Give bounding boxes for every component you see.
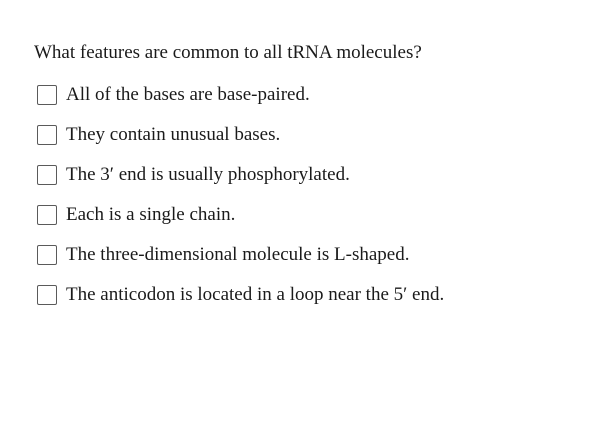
answer-option-label[interactable]: They contain unusual bases. [66,124,281,145]
answer-options-list [37,83,444,323]
answer-option[interactable] [37,83,444,107]
answer-option[interactable] [37,203,444,227]
answer-option-label[interactable]: Each is a single chain. [66,204,236,225]
answer-option-label[interactable]: The 3′ end is usually phosphorylated. [66,164,350,185]
answer-option-label[interactable]: All of the bases are base-paired. [66,84,310,105]
answer-checkbox[interactable] [37,125,57,145]
answer-checkbox[interactable] [37,85,57,105]
question-text: What features are common to all tRNA molecules? [34,42,422,63]
answer-option[interactable] [37,123,444,147]
answer-option-label[interactable]: The anticodon is located in a loop near the 5′ end. [66,284,445,305]
answer-checkbox[interactable] [37,285,57,305]
answer-checkbox[interactable] [37,165,57,185]
answer-option[interactable] [37,243,444,267]
answer-checkbox[interactable] [37,205,57,225]
answer-checkbox[interactable] [37,245,57,265]
answer-option-label[interactable]: The three-dimensional molecule is L-shaped. [66,244,410,265]
answer-option[interactable] [37,283,444,307]
answer-option[interactable] [37,163,444,187]
